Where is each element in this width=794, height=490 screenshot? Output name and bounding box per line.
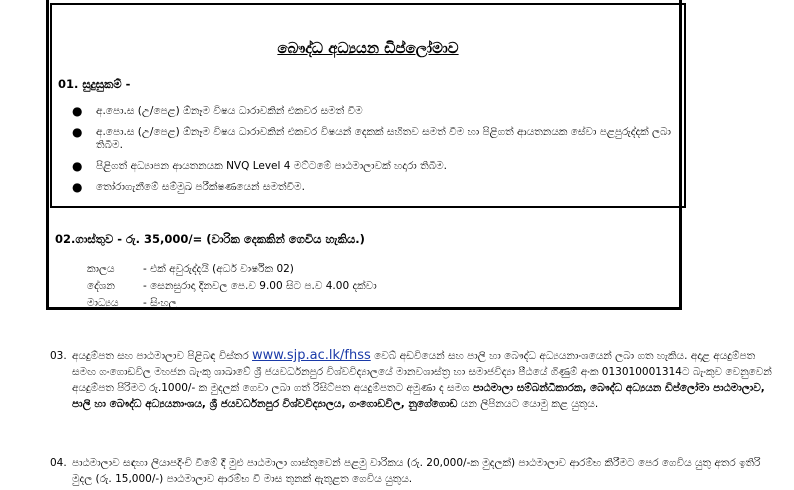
medium-row: මාධ්‍යය - සිංහල xyxy=(87,297,177,309)
duration-row: කාලය - එක් අවුරුද්දයි (අර්ධ වාර්ෂික 02) xyxy=(87,263,294,275)
bullet-icon: ● xyxy=(72,125,83,139)
lectures-row: දේශන - සෙනසුරාදා දිනවල පෙ.ව 9.00 සිට ප.ව 4.00 දක්වා xyxy=(87,280,377,292)
qualifications-box xyxy=(50,3,686,208)
bullet-icon: ● xyxy=(72,104,83,118)
list-item: ● පිළිගත් අධ්‍යාපන ආයතනයක NVQ Level 4 මට්ටමේ පාඨමාලාවක් හදාරා තිබීම. xyxy=(72,159,448,173)
list-item: ● අ.පො.ස (උ/පෙළ) ඕනෑම විෂය ධාරාවකින් එකවර විෂයන් දෙකක් සහිතව සමත් වීම හා පිළිගත් ආයතනයක සේවා පළපුරුද්දක් ලබා තිබීම. xyxy=(72,125,671,151)
qualification-list xyxy=(72,105,672,202)
page-title: බෞද්ධ අධ්‍යයන ඩිප්ලෝමාව xyxy=(277,39,459,57)
list-item: ● තෝරාගැනීමේ සම්මුඛ පරීක්ෂණයෙන් සමත්වීම. xyxy=(72,180,305,194)
bullet-icon: ● xyxy=(72,159,83,173)
list-item: ● අ.පො.ස (උ/පෙළ) ඕනෑම විෂය ධාරාවකින් එකවර සමත් වීම xyxy=(72,104,363,118)
paragraph-03: 03. අයදුම්පත සහ පාඨමාලාව පිළිබඳ විස්තර www.sjp.ac.lk/fhss වෙබ් අඩවියෙන් සහ පාලි හා බෞද්ධ අධ්‍යයනාංශයෙන් ලබා ගත හැකිය. අදාළ අයදුම්පත සමඟ ගංගොඩවිල මහජන බැංකු ශාඛාවේ ශ්‍රී ජයවර්ධනපුර විශ්වවිද්‍යාලයේ මානවශාස්ත්‍ර හා සමාජවිද්‍යා පීඨයේ ගිණුම් අංක 013010001314ට බැංකුව වෙනුවෙන් අයදුම්පත පිරිමට රු.1000/- ක මුදලක් ගෙවා ලබා ගත් රිසිට්පත අයදුම්පතට අමුණා ද සමග පාඨමාලා සම්බන්ධීකාරක, බෞද්ධ අධ්‍යයන ඩිප්ලෝමා පාඨමාලාව, පාලි හා බෞද්ධ අධ්‍යයනාංශය, ශ්‍රී ජයවර්ධනපුර විශ්වවිද්‍යාලය, ගංගොඩවිල, නුගේගොඩ යන ලිපිනයට යොමු කළ යුතුය. xyxy=(50,348,772,410)
paragraph-04: 04. පාඨමාලාව සඳහා ලියාපදිංචි වීමේ දී මුළු පාඨමාලා ගාස්තුවෙන් පළමු වාරිකය (රු. 20,000/-ක මුදලක්) පාඨමාලාව ආරම්භ කිරීමට පෙර ගෙවිය යුතු අතර ඉතිරි මුදල (රු. 15,000/-) පාඨමාලාව ආරම්භ වී මාස තුනක් ඇතුළත ගෙවිය යුතුය. xyxy=(50,457,761,485)
fee-label: 02.ගාස්තුව - රු. 35,000/= (වාරික දෙකකින් ගෙවිය හැකිය.) xyxy=(55,232,365,246)
website-link[interactable]: www.sjp.ac.lk/fhss xyxy=(252,348,371,363)
bullet-icon: ● xyxy=(72,180,83,194)
section1-label: 01. සුදුසුකම් - xyxy=(58,77,131,91)
